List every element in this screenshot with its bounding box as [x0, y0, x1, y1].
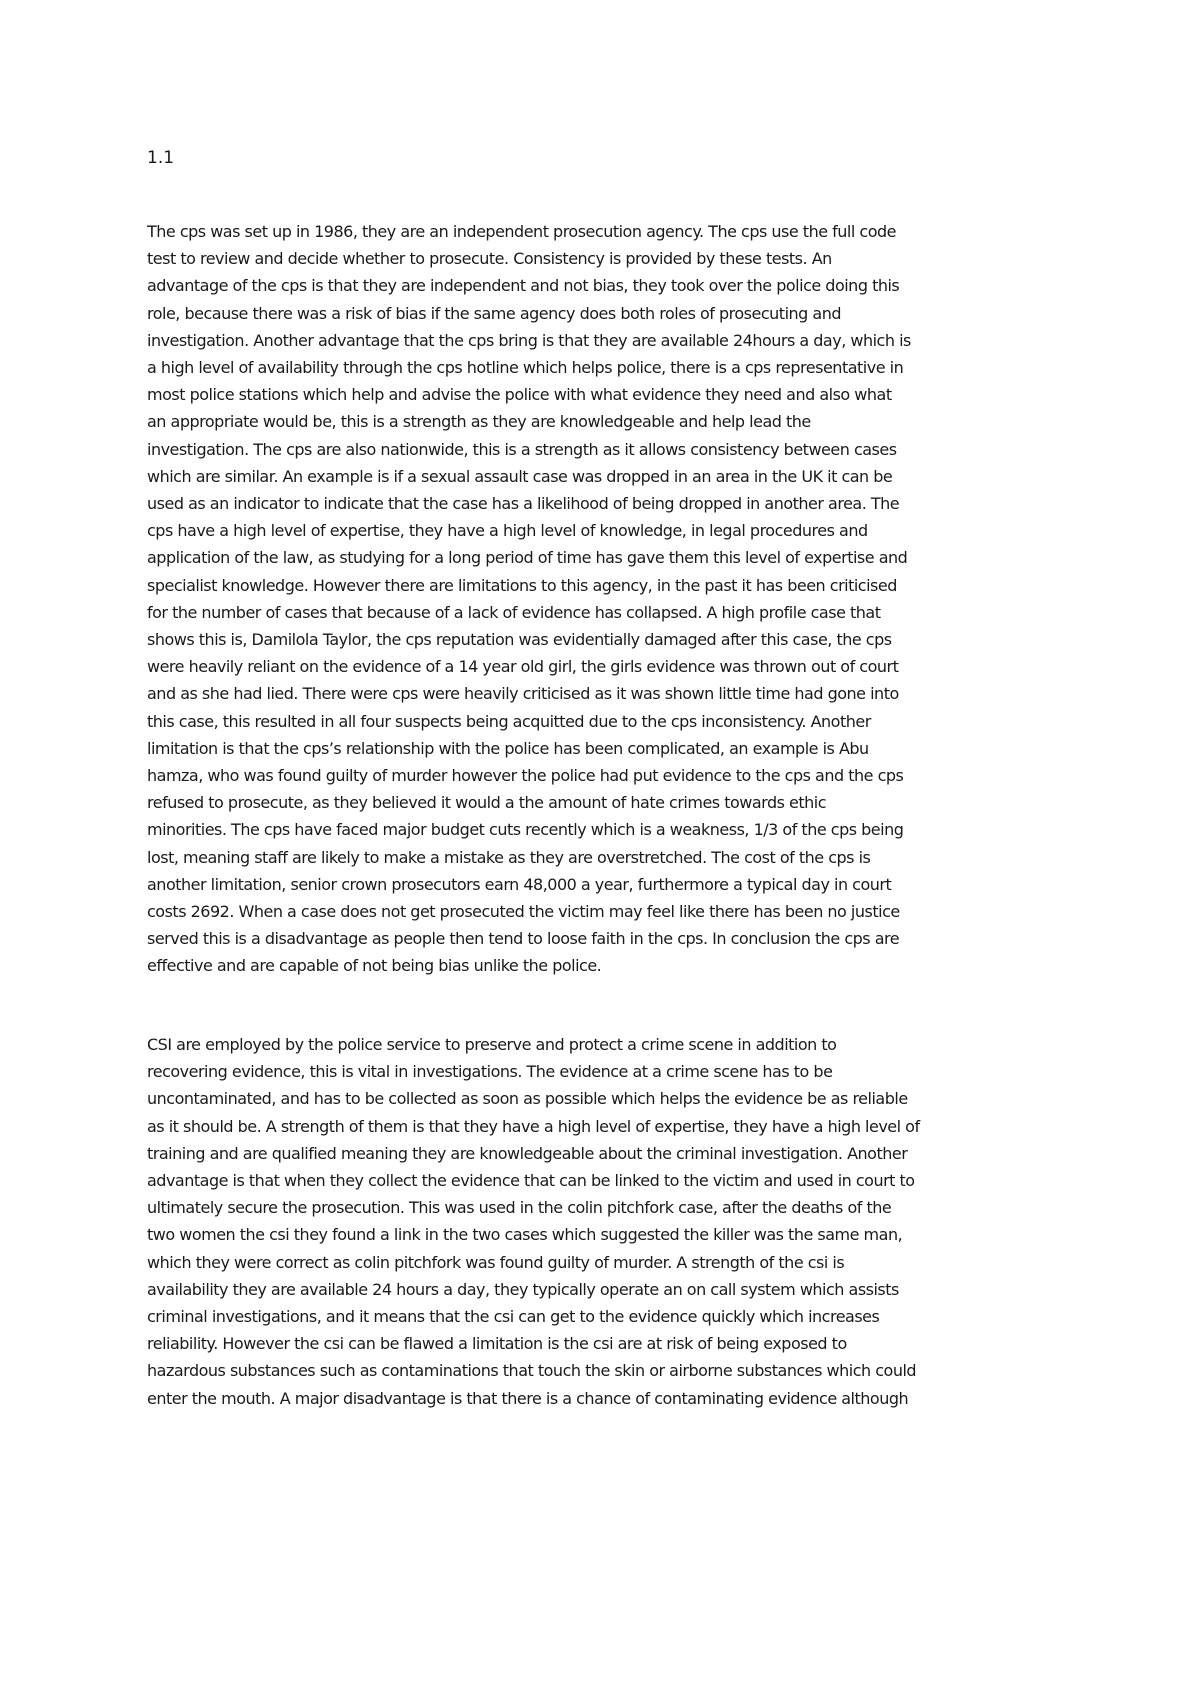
csi-line: recovering evidence, this is vital in investigations. The evidence at a crime scene has to be: [147, 1062, 833, 1082]
csi-line: as it should be. A strength of them is that they have a high level of expertise, they have a high level of: [147, 1116, 920, 1136]
cps-line: application of the law, as studying for a long period of time has gave them this level of expertise and: [147, 548, 908, 568]
cps-line: and as she had lied. There were cps were heavily criticised as it was shown little time had gone into: [147, 684, 899, 704]
cps-line: a high level of availability through the cps hotline which helps police, there is a cps representative in: [147, 358, 904, 377]
cps-line: minorities. The cps have faced major budget cuts recently which is a weakness, 1/3 of the cps being: [147, 820, 904, 840]
csi-line: hazardous substances such as contaminations that touch the skin or airborne substances which could: [147, 1361, 917, 1381]
section-number: 1.1: [147, 148, 175, 168]
cps-line: served this is a disadvantage as people then tend to loose faith in the cps. In conclusion the cps are: [147, 929, 900, 949]
cps-line: an appropriate would be, this is a strength as they are knowledgeable and help lead the: [147, 412, 811, 432]
cps-line: specialist knowledge. However there are limitations to this agency, in the past it has been criticised: [147, 575, 897, 595]
csi-line: training and are qualified meaning they are knowledgeable about the criminal investigation. Another: [147, 1143, 908, 1163]
cps-line: The cps was set up in 1986, they are an independent prosecution agency. The cps use the full code: [147, 222, 896, 241]
cps-line: for the number of cases that because of a lack of evidence has collapsed. A high profile case that: [147, 602, 881, 622]
cps-line: investigation. Another advantage that the cps bring is that they are available 24hours a day, which is: [147, 330, 911, 350]
cps-line: lost, meaning staff are likely to make a mistake as they are overstretched. The cost of the cps is: [147, 847, 871, 867]
cps-line: role, because there was a risk of bias if the same agency does both roles of prosecuting and: [147, 303, 841, 323]
cps-line: advantage of the cps is that they are independent and not bias, they took over the police doing this: [147, 276, 900, 296]
cps-line: cps have a high level of expertise, they have a high level of knowledge, in legal procedures and: [147, 521, 868, 541]
csi-line: ultimately secure the prosecution. This was used in the colin pitchfork case, after the deaths of the: [147, 1198, 892, 1218]
csi-line: uncontaminated, and has to be collected as soon as possible which helps the evidence be as reliable: [147, 1089, 908, 1109]
csi-line: CSI are employed by the police service to preserve and protect a crime scene in addition to: [147, 1035, 837, 1054]
cps-line: which are similar. An example is if a sexual assault case was dropped in an area in the UK it can be: [147, 466, 893, 486]
cps-line: costs 2692. When a case does not get prosecuted the victim may feel like there has been no justice: [147, 902, 900, 921]
cps-line: test to review and decide whether to prosecute. Consistency is provided by these tests. An: [147, 249, 832, 269]
cps-line: used as an indicator to indicate that the case has a likelihood of being dropped in another area. The: [147, 494, 900, 513]
cps-line: limitation is that the cps’s relationship with the police has been complicated, an example is Abu: [147, 738, 869, 758]
cps-line: hamza, who was found guilty of murder however the police had put evidence to the cps and the cps: [147, 766, 904, 785]
csi-line: enter the mouth. A major disadvantage is that there is a chance of contaminating evidence although: [147, 1388, 909, 1408]
csi-line: reliability. However the csi can be flawed a limitation is the csi are at risk of being exposed to: [147, 1334, 847, 1354]
cps-line: investigation. The cps are also nationwide, this is a strength as it allows consistency between cases: [147, 439, 897, 459]
csi-line: which they were correct as colin pitchfork was found guilty of murder. A strength of the csi is: [147, 1252, 845, 1272]
cps-line: were heavily reliant on the evidence of a 14 year old girl, the girls evidence was thrown out of court: [147, 657, 899, 677]
csi-line: availability they are available 24 hours a day, they typically operate an on call system which assists: [147, 1279, 899, 1299]
cps-line: another limitation, senior crown prosecutors earn 48,000 a year, furthermore a typical day in court: [147, 874, 892, 894]
cps-line: effective and are capable of not being bias unlike the police.: [147, 956, 602, 976]
cps-line: refused to prosecute, as they believed it would a the amount of hate crimes towards ethic: [147, 793, 827, 813]
cps-line: shows this is, Damilola Taylor, the cps reputation was evidentially damaged after this case, the cps: [147, 630, 892, 649]
cps-line: most police stations which help and advise the police with what evidence they need and also what: [147, 385, 892, 405]
cps-line: this case, this resulted in all four suspects being acquitted due to the cps inconsistency. Another: [147, 711, 871, 731]
csi-line: criminal investigations, and it means that the csi can get to the evidence quickly which increases: [147, 1307, 880, 1326]
csi-line: two women the csi they found a link in the two cases which suggested the killer was the same man,: [147, 1225, 903, 1245]
csi-line: advantage is that when they collect the evidence that can be linked to the victim and used in court to: [147, 1171, 915, 1190]
